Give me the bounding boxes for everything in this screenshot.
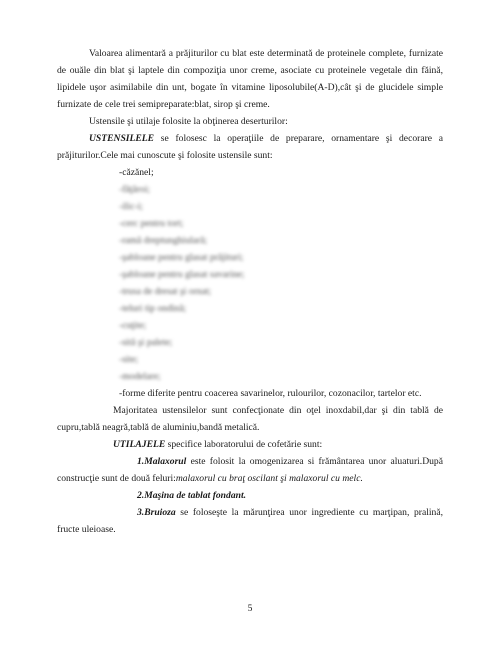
list-item: -căzănel; [119,167,154,178]
page-number: 5 [247,603,253,614]
paragraph-utensils-intro: Ustensile şi utilaje folosite la obţinerea deserturilor: [89,116,288,127]
mixer-types: malaxorul cu braţ oscilant şi malaxorul cu melc. [175,473,363,484]
paragraph-nutritional-value: Valoarea alimentară a prăjiturilor cu blat este determinată de proteinele complete, furnizate de ouăle din blat şi laptele din compoziţia unor creme, asociate cu proteinele vegetale din făină, lipidele uşor asimilabile din unt, bogate în vitamine liposolubile(A-D),cât şi de glucidele simple furnizate de cele trei semipreparate:blat, sirop şi creme. [57,48,443,110]
document-body [57,45,443,538]
list-item: -cerc pentru tort; [119,218,184,229]
paragraph-utensils [57,130,443,164]
list-item: -ramă dreptunghiulară; [119,235,208,246]
utensils-text: se folosesc la operaţiile de preparare, ornamentare şi decorare a prăjiturilor.Cele mai cunoscute şi folosite ustensile sunt: [57,133,443,161]
list-item: -trusa de dresat şi ornat; [119,286,212,297]
list-item: -forme diferite pentru coacerea savarinelor, rulourilor, cozonacilor, tartelor etc. [119,388,422,399]
list-item: -sită şi palete; [119,337,173,348]
mixer-text: este folosit la omogenizarea si frământarea unor aluaturi.După construcţie sunt de două feluri: [57,456,443,484]
utensils-list [119,164,443,402]
paragraph-fondant-machine [57,487,443,504]
grinder-text: se foloseşte la mărunţirea unor ingrediente cu marţipan, pralină, fructe uleioase. [57,507,443,535]
mixer-heading: 1.Malaxorul [137,456,187,467]
paragraph-mixer [57,453,443,487]
list-item: -teluri tip ondină; [119,303,187,314]
list-item: -şabloane pentru glasat prăjituri; [119,252,244,263]
list-item: -site; [119,354,139,365]
utensils-heading: USTENSILELE [89,133,155,144]
list-item: -şabloane pentru glasat savarine; [119,269,245,280]
fondant-machine-heading: 2.Maşina de tablat fondant. [137,490,247,501]
list-item: -cuţite; [119,320,147,331]
paragraph-materials: Majoritatea ustensilelor sunt confecţionate din oţel inoxdabil,dar şi din tablă de cupru,tablă neagră,tablă de aluminiu,bandă metalică. [57,405,443,433]
equipment-heading: UTILAJELE [113,439,166,450]
paragraph-equipment [57,436,443,453]
list-item: -modelare; [119,371,161,382]
grinder-heading: 3.Bruioza [137,507,176,518]
paragraph-grinder [57,504,443,538]
equipment-text: specifice laboratorului de cofetărie sunt: [165,439,323,450]
list-item: -făţăroi; [119,184,150,195]
list-item: -ilic-i; [119,201,143,212]
